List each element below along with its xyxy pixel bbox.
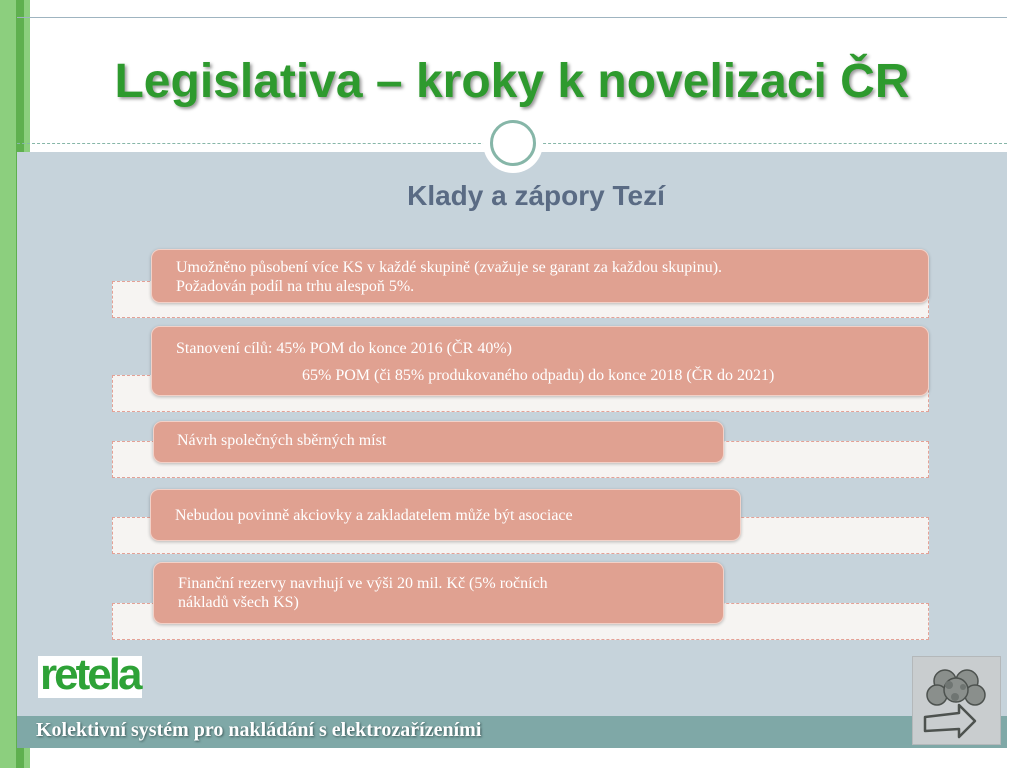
list-item-text: Návrh společných sběrných míst xyxy=(177,432,387,449)
slide-subtitle: Klady a zápory Tezí xyxy=(407,180,665,211)
list-item-text: Umožněno působení více KS v každé skupině (zvažuje se garant za každou skupinu). xyxy=(176,259,723,276)
next-slide-icon[interactable] xyxy=(912,656,1001,745)
list-item-text: Nebudou povinně akciovky a zakladatelem může být asociace xyxy=(175,507,573,524)
header-frame-line xyxy=(17,17,1007,18)
list-item-card xyxy=(153,421,724,463)
clover-arrow-icon xyxy=(913,657,1000,744)
list-item-card xyxy=(150,489,741,541)
list-item-card xyxy=(151,326,929,396)
retela-logo-text: retela xyxy=(40,650,140,699)
footer-text: Kolektivní systém pro nakládání s elektrozařízeními xyxy=(36,719,482,741)
list-item-text: 65% POM (či 85% produkovaného odpadu) do konce 2018 (ČR do 2021) xyxy=(302,367,775,384)
list-item-card xyxy=(151,249,929,303)
list-item-text: Požadován podíl na trhu alespoň 5%. xyxy=(176,278,415,295)
list-item-text: nákladů všech KS) xyxy=(178,594,299,611)
slide-title: Legislativa – kroky k novelizaci ČR xyxy=(114,55,910,108)
list-item-card xyxy=(153,562,724,624)
list-item-text: Finanční rezervy navrhují ve výši 20 mil. Kč (5% ročních xyxy=(178,575,548,592)
divider-ornament-ring xyxy=(490,120,536,166)
list-item-text: Stanovení cílů: 45% POM do konce 2016 (ČR 40%) xyxy=(176,340,512,357)
